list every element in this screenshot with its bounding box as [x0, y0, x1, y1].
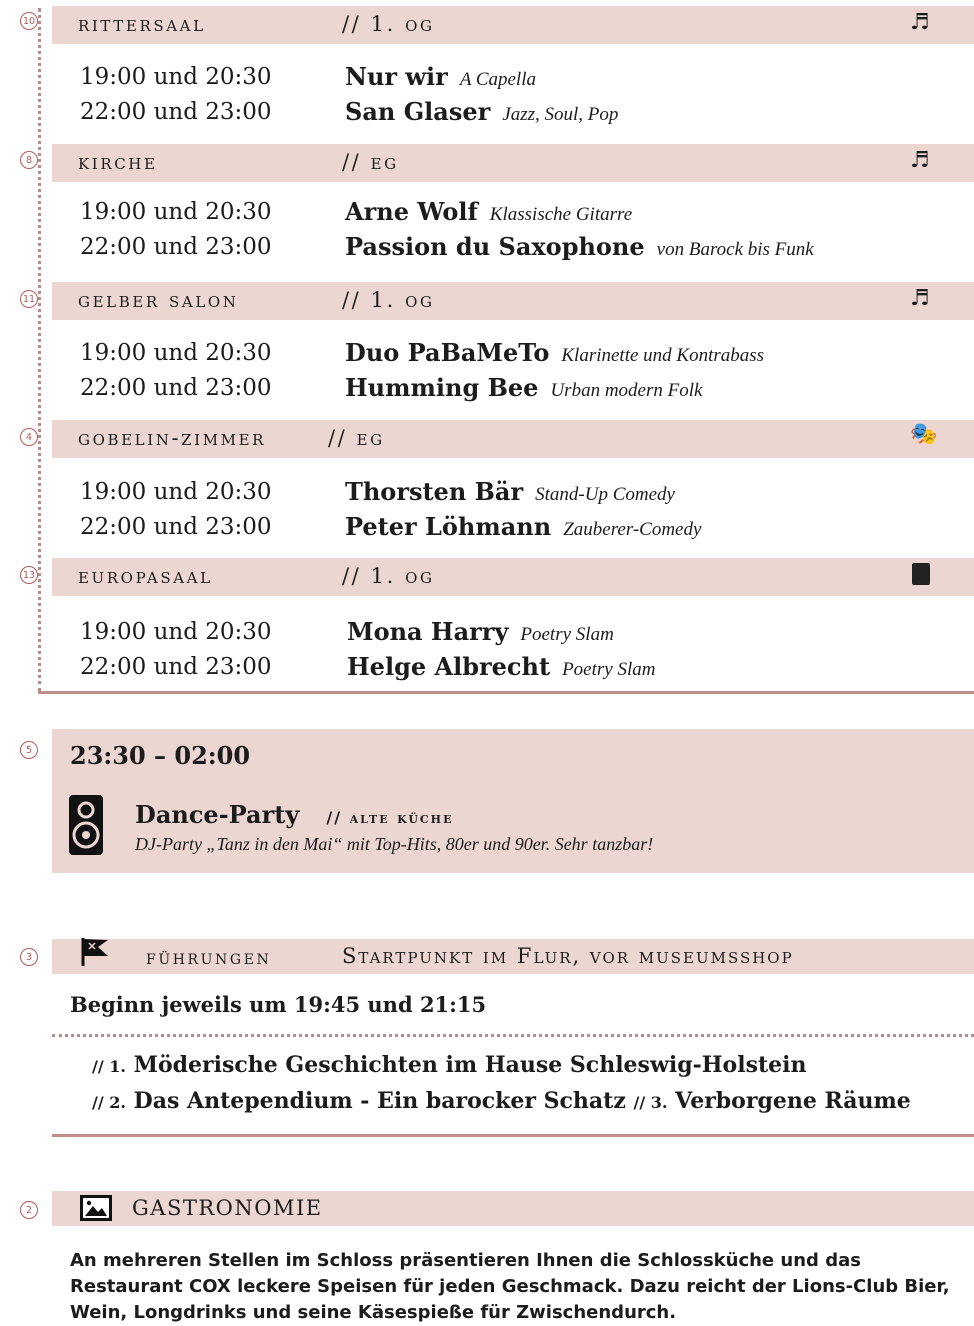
act	[347, 617, 614, 646]
tours-start: Startpunkt im Flur, vor museumsshop	[342, 944, 794, 968]
act-name: Peter Löhmann	[345, 512, 552, 541]
act-time: 22:00 und 23:00	[80, 514, 272, 540]
gastro-number-badge: 2	[20, 1201, 38, 1219]
act-genre: Zauberer-Comedy	[563, 519, 702, 540]
room-floor: // 1. og	[342, 564, 435, 588]
party-location: // alte küche	[326, 808, 454, 827]
act-name: Thorsten Bär	[345, 477, 524, 506]
act-name: Duo PaBaMeTo	[345, 338, 550, 367]
section-divider	[38, 691, 974, 694]
act	[345, 512, 701, 541]
act-time: 19:00 und 20:30	[80, 340, 272, 366]
party-time: 23:30 – 02:00	[70, 741, 251, 770]
room-number-badge: 4	[20, 428, 38, 446]
act-time: 19:00 und 20:30	[80, 64, 272, 90]
act-time: 19:00 und 20:30	[80, 479, 272, 505]
theater-masks-icon: 🎭	[910, 422, 938, 447]
act	[345, 338, 764, 367]
room-floor: // 1. og	[342, 12, 435, 36]
room-name: kirche	[78, 150, 158, 174]
room-number-badge: 13	[20, 566, 38, 584]
tours-label: führungen	[146, 945, 272, 969]
section-divider	[52, 1134, 974, 1137]
room-name: rittersaal	[78, 12, 206, 36]
act-genre: Poetry Slam	[562, 659, 656, 680]
party-title-row	[135, 800, 453, 829]
act-name: Nur wir	[345, 62, 448, 91]
act	[345, 373, 702, 402]
act-name: Passion du Saxophone	[345, 232, 645, 261]
speaker-icon	[69, 795, 103, 855]
gastro-label: GASTRONOMIE	[132, 1196, 323, 1220]
room-floor: // eg	[328, 426, 385, 450]
room-floor: // eg	[342, 150, 399, 174]
act-genre: Poetry Slam	[520, 624, 614, 645]
timeline-dots	[38, 8, 41, 692]
music-icon: ♬	[910, 286, 930, 311]
tour-title: Möderische Geschichten im Hause Schleswig-Holstein	[133, 1052, 807, 1078]
tours-dots	[52, 1034, 974, 1037]
act-time: 22:00 und 23:00	[80, 375, 272, 401]
tour-title: Verborgene Räume	[675, 1088, 911, 1114]
act-genre: von Barock bis Funk	[656, 239, 814, 260]
room-name: europasaal	[78, 564, 213, 588]
act	[347, 652, 655, 681]
act-name: Humming Bee	[345, 373, 539, 402]
party-number-badge: 5	[20, 741, 38, 759]
book-icon	[912, 563, 930, 585]
music-icon: ♬	[910, 148, 930, 173]
tour-2-3	[92, 1088, 911, 1114]
act-genre: Klarinette und Kontrabass	[561, 345, 765, 366]
act	[345, 232, 814, 261]
music-icon: ♬	[910, 10, 930, 35]
act-genre: Stand-Up Comedy	[535, 484, 675, 505]
act-time: 19:00 und 20:30	[80, 199, 272, 225]
act-name: Mona Harry	[347, 617, 509, 646]
room-header	[52, 144, 974, 182]
room-number-badge: 11	[20, 290, 38, 308]
tour-number: // 1.	[92, 1057, 126, 1076]
act-genre: Klassische Gitarre	[489, 204, 633, 225]
tours-begin: Beginn jeweils um 19:45 und 21:15	[70, 992, 487, 1017]
act-genre: Urban modern Folk	[550, 380, 703, 401]
room-floor: // 1. og	[342, 288, 435, 312]
party-description: DJ-Party „Tanz in den Mai“ mit Top-Hits, 80er und 90er. Sehr tanzbar!	[135, 834, 654, 854]
act-time: 22:00 und 23:00	[80, 99, 272, 125]
room-name: gelber salon	[78, 288, 239, 312]
flag-icon	[80, 936, 110, 968]
tour-number: // 2.	[92, 1093, 126, 1112]
act-name: San Glaser	[345, 97, 491, 126]
image-icon	[80, 1195, 112, 1221]
act-genre: Jazz, Soul, Pop	[502, 104, 619, 125]
tour-title: Das Antependium - Ein barocker Schatz	[133, 1088, 626, 1114]
room-number-badge: 8	[20, 151, 38, 169]
gastro-text: An mehreren Stellen im Schloss präsentieren Ihnen die Schlossküche und das Restaurant COX leckere Speisen für jeden Geschmack. Dazu reicht der Lions-Club Bier, Wein, Longdrinks und seine Käsespieße für Zwischendurch.	[70, 1250, 950, 1323]
act	[345, 477, 675, 506]
act	[345, 197, 632, 226]
act-time: 22:00 und 23:00	[80, 654, 272, 680]
act	[345, 62, 536, 91]
act-time: 22:00 und 23:00	[80, 234, 272, 260]
room-name: gobelin-zimmer	[78, 426, 267, 450]
party-name: Dance-Party	[135, 800, 300, 829]
act-name: Arne Wolf	[345, 197, 478, 226]
tours-number-badge: 3	[20, 948, 38, 966]
act-name: Helge Albrecht	[347, 652, 551, 681]
tour-number: // 3.	[633, 1093, 668, 1112]
tour-1	[92, 1052, 806, 1078]
act-time: 19:00 und 20:30	[80, 619, 272, 645]
room-number-badge: 10	[20, 12, 38, 30]
act	[345, 97, 618, 126]
act-genre: A Capella	[459, 69, 536, 90]
